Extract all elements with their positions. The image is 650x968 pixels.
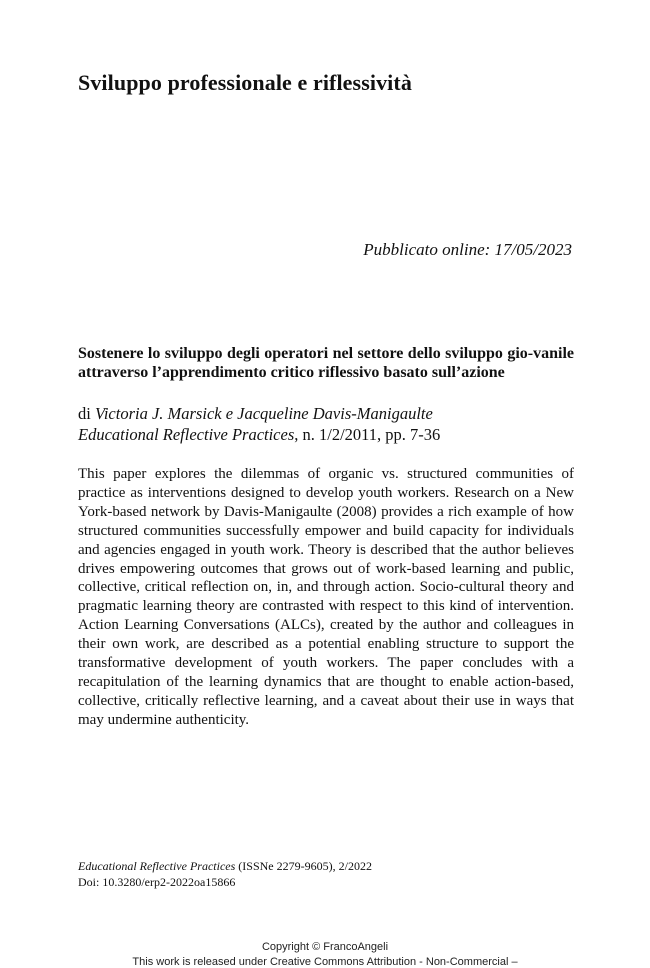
article-abstract: This paper explores the dilemmas of organic vs. structured communities of practice as interventions designed to develop youth workers. Research on a New York-based network by Davis-Manigaulte (2008) provides a rich example of how structured communities successfully empower and build capacity for individuals and agencies engaged in youth work. Theory is described that the author believes drives empowering outcomes that grows out of work-based learning and public, collective, critical reflection on, in, and through action. Socio-cultural theory and pragmatic learning theory are contrasted with respect to this kind of intervention. Action Learning Conversations (ALCs), created by the author and colleagues in their own work, are described as a potential enabling structure to support the transformative development of youth workers. The paper concludes with a recapitulation of the learning dynamics that are thought to enable action-based, collective, critically reflective learning, and a caveat about their use in ways that may undermine authenticity. — [78, 466, 574, 728]
article-source — [78, 425, 574, 445]
publication-date: Pubblicato online: 17/05/2023 — [363, 240, 572, 259]
footer-journal-details: (ISSNe 2279-9605), 2/2022 — [235, 859, 372, 873]
footer-doi: Doi: 10.3280/erp2-2022oa15866 — [78, 875, 236, 889]
authors-names: Victoria J. Marsick e Jacqueline Davis-Manigaulte — [94, 404, 433, 423]
footer-journal — [78, 858, 574, 874]
article-authors — [78, 404, 574, 424]
article-title: Sostenere lo sviluppo degli operatori nel settore dello sviluppo gio-vanile attraverso l’apprendimento critico riflessivo basato sull’azione — [78, 345, 574, 381]
license-notice: This work is released under Creative Commons Attribution - Non-Commercial – — [132, 956, 518, 968]
footer-journal-name: Educational Reflective Practices — [78, 859, 236, 873]
source-journal: Educational Reflective Practices — [78, 425, 295, 444]
copyright-notice: Copyright © FrancoAngeli — [261, 941, 389, 953]
source-details: , n. 1/2/2011, pp. 7-36 — [294, 425, 441, 444]
authors-prefix: di — [78, 404, 95, 423]
section-title: Sviluppo professionale e riflessività — [78, 70, 412, 95]
